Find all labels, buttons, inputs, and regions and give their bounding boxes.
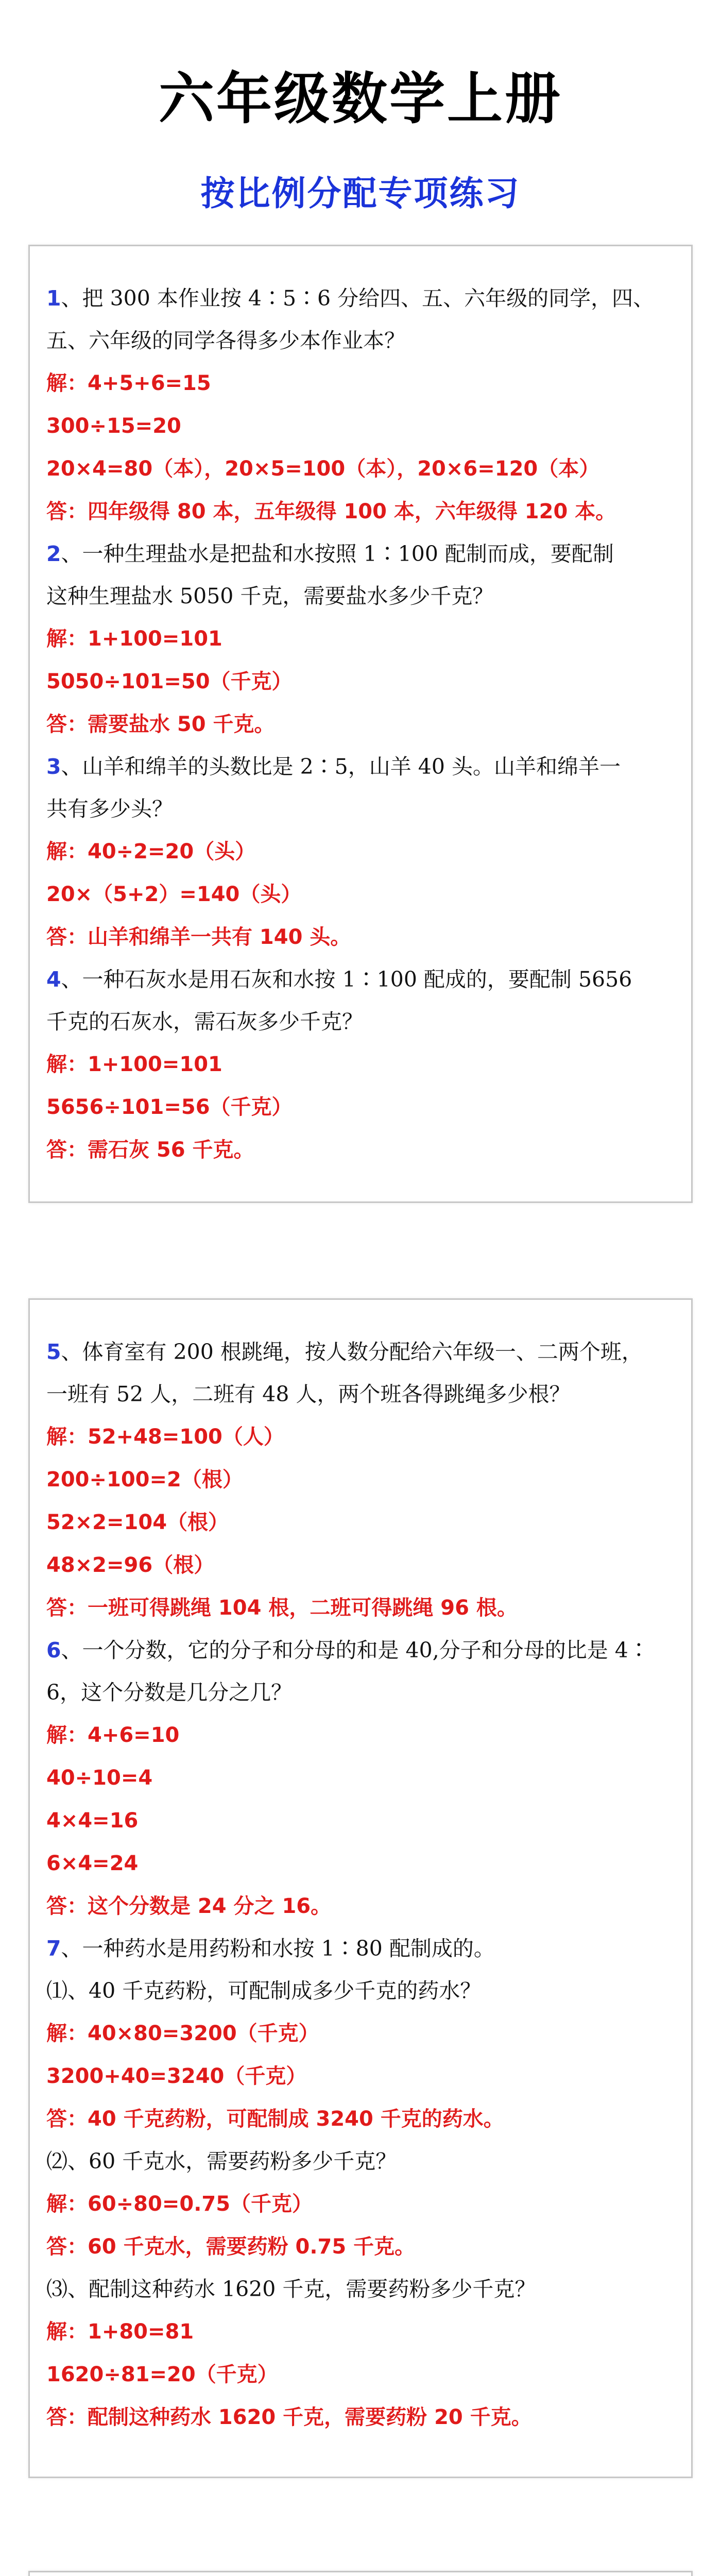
answer-text: 答：这个分数是 24 分之 16。: [46, 1894, 332, 1918]
answer-text: 答：60 千克水，需要药粉 0.75 千克。: [46, 2235, 416, 2259]
answer-line: [46, 1756, 675, 1799]
question-text: 一班有 52 人，二班有 48 人，两个班各得跳绳多少根？: [46, 1382, 571, 1406]
question-number: 2: [46, 541, 61, 566]
answer-line: [46, 447, 675, 490]
answer-line: [46, 1885, 675, 1927]
question-text: 、一个分数，它的分子和分母的和是 40,分子和分母的比是 4∶: [61, 1638, 649, 1663]
answer-text: 解：52+48=100（人）: [46, 1425, 284, 1449]
answer-line: [46, 2182, 675, 2225]
answer-text: 4×4=16: [46, 1809, 139, 1833]
answer-line: [46, 2012, 675, 2055]
answer-text: 300÷15=20: [46, 414, 181, 438]
question-text: ⑴、40 千克药粉，可配制成多少千克的药水？: [46, 1978, 482, 2003]
answer-text: 解：1+80=81: [46, 2320, 194, 2344]
question-text: 共有多少头？: [46, 796, 173, 821]
answer-line: [46, 1799, 675, 1842]
question-text: ⑶、配制这种药水 1620 千克，需要药粉多少千克？: [46, 2277, 536, 2301]
question-continuation: [46, 319, 675, 362]
answer-line: [46, 1544, 675, 1586]
answer-text: 解：40÷2=20（头）: [46, 840, 256, 863]
question-continuation: [46, 788, 675, 830]
answer-line: [46, 1714, 675, 1756]
answer-text: 解：4+6=10: [46, 1723, 180, 1747]
question-text: 、体育室有 200 根跳绳，按人数分配给六年级一、二两个班，: [61, 1340, 643, 1364]
question-continuation: [46, 1373, 675, 1415]
question-continuation: [46, 1001, 675, 1043]
answer-line: [46, 1415, 675, 1458]
answer-line: [46, 703, 675, 745]
question-text: 6，这个分数是几分之几？: [46, 1680, 293, 1705]
answer-line: [46, 2353, 675, 2396]
answer-text: 答：一班可得跳绳 104 根，二班可得跳绳 96 根。: [46, 1596, 518, 1620]
answer-line: [46, 660, 675, 703]
answer-line: [46, 2097, 675, 2140]
exercise-panel-3: [28, 2571, 693, 2576]
question-number: 6: [46, 1638, 61, 1663]
question-text: 、一种石灰水是用石灰和水按 1∶100 配成的，要配制 5656: [61, 967, 632, 992]
answer-text: 1620÷81=20（千克）: [46, 2363, 278, 2386]
answer-line: [46, 362, 675, 404]
answer-text: 52×2=104（根）: [46, 1511, 229, 1534]
question-line: [46, 958, 675, 1001]
question-number: 1: [46, 286, 61, 311]
answer-text: 解：1+100=101: [46, 1053, 222, 1076]
question-text: 、一种药水是用药粉和水按 1∶80 配制成的。: [61, 1936, 495, 1961]
question-text: ⑵、60 千克水，需要药粉多少千克？: [46, 2149, 397, 2174]
answer-line: [46, 873, 675, 916]
exercise-panel-2: [28, 1298, 693, 2478]
answer-text: 答：配制这种药水 1620 千克，需要药粉 20 千克。: [46, 2405, 532, 2429]
page-subtitle: 按比例分配专项练习: [200, 174, 521, 213]
answer-text: 48×2=96（根）: [46, 1553, 215, 1577]
question-continuation: [46, 1970, 675, 2012]
question-line: [46, 745, 675, 788]
answer-text: 3200+40=3240（千克）: [46, 2064, 307, 2088]
answer-text: 解：40×80=3200（千克）: [46, 2022, 319, 2045]
question-number: 4: [46, 967, 61, 992]
question-text: 、山羊和绵羊的头数比是 2∶5，山羊 40 头。山羊和绵羊一: [61, 754, 621, 779]
question-text: 这种生理盐水 5050 千克，需要盐水多少千克？: [46, 584, 494, 608]
answer-text: 20×（5+2）=140（头）: [46, 883, 302, 906]
answer-text: 5050÷101=50（千克）: [46, 670, 293, 693]
answer-text: 5656÷101=56（千克）: [46, 1095, 293, 1119]
answer-text: 40÷10=4: [46, 1766, 153, 1790]
answer-line: [46, 2225, 675, 2268]
question-text: 、一种生理盐水是把盐和水按照 1∶100 配制而成，要配制: [61, 541, 614, 566]
question-line: [46, 533, 675, 575]
answer-text: 6×4=24: [46, 1852, 139, 1875]
answer-line: [46, 916, 675, 958]
answer-text: 20×4=80（本），20×5=100（本），20×6=120（本）: [46, 457, 600, 481]
question-text: 千克的石灰水，需石灰多少千克？: [46, 1009, 363, 1034]
answer-line: [46, 490, 675, 533]
question-continuation: [46, 575, 675, 617]
page-title: 六年级数学上册: [158, 67, 562, 131]
answer-line: [46, 830, 675, 873]
answer-line: [46, 1128, 675, 1171]
answer-text: 答：四年级得 80 本，五年级得 100 本，六年级得 120 本。: [46, 500, 616, 523]
question-text: 五、六年级的同学各得多少本作业本？: [46, 328, 405, 353]
answer-line: [46, 1586, 675, 1629]
question-number: 3: [46, 754, 61, 779]
answer-line: [46, 1043, 675, 1086]
answer-text: 答：山羊和绵羊一共有 140 头。: [46, 925, 351, 949]
answer-text: 解：1+100=101: [46, 627, 222, 651]
question-line: [46, 1927, 675, 1970]
answer-line: [46, 2310, 675, 2353]
answer-line: [46, 2396, 675, 2438]
question-line: [46, 277, 675, 319]
question-continuation: [46, 2140, 675, 2182]
answer-text: 答：40 千克药粉，可配制成 3240 千克的药水。: [46, 2107, 504, 2131]
answer-text: 解：60÷80=0.75（千克）: [46, 2192, 313, 2216]
question-line: [46, 1331, 675, 1373]
question-continuation: [46, 2268, 675, 2310]
answer-text: 答：需石灰 56 千克。: [46, 1138, 254, 1162]
answer-line: [46, 617, 675, 660]
answer-line: [46, 1458, 675, 1501]
answer-line: [46, 2055, 675, 2097]
question-text: 、把 300 本作业按 4∶5∶6 分给四、五、六年级的同学，四、: [61, 286, 655, 311]
answer-text: 200÷100=2（根）: [46, 1468, 243, 1492]
question-number: 7: [46, 1936, 61, 1961]
question-line: [46, 1629, 675, 1671]
answer-text: 解：4+5+6=15: [46, 371, 211, 395]
question-continuation: [46, 1671, 675, 1714]
answer-line: [46, 1842, 675, 1885]
exercise-panel-1: [28, 245, 693, 1203]
answer-text: 答：需要盐水 50 千克。: [46, 713, 275, 736]
answer-line: [46, 1501, 675, 1544]
answer-line: [46, 404, 675, 447]
answer-line: [46, 1086, 675, 1128]
question-number: 5: [46, 1340, 61, 1364]
